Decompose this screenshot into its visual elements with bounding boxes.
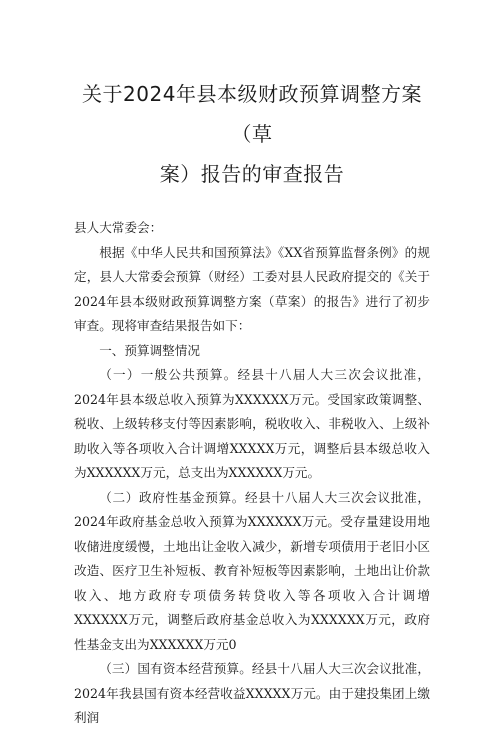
document-title-line-1: 关于2024年县本级财政预算调整方案（草	[82, 82, 422, 146]
document-title-line-2: 案）报告的审查报告	[159, 162, 345, 186]
paragraph-government-fund-budget: （二）政府性基金预算。经县十八届人大三次会议批准，2024年政府基金总收入预算为XXXXXX万元。受存量建设用地收储进度缓慢，土地出让金收入减少，新增专项债用于老旧小区改造、医疗卫生补短板、教育补短板等因素影响，土地出让价款收入、地方政府专项债务转贷收入等各项收入合计调增XXXXXX万元，调整后政府基金总收入为XXXXXX万元，政府性基金支出为XXXXXX万元0	[74, 489, 430, 652]
paragraph-general-public-budget: （一）一般公共预算。经县十八届人大三次会议批准，2024年县本级总收入预算为XXXXXX万元。受国家政策调整、税收、上级转移支付等因素影响，税收收入、非税收入、上级补助收入等各项收入合计调增XXXXX万元，调整后县本级总收入为XXXXXX万元，总支出为XXXXXX万元。	[74, 367, 430, 480]
section-heading-budget-adjustment: 一、预算调整情况	[99, 342, 200, 358]
paragraph-state-capital-budget: （三）国有资本经营预算。经县十八届人大三次会议批准，2024年我县国有资本经营收益XXXXX万元。由于建投集团上缴利润	[74, 661, 430, 725]
document-body	[74, 216, 430, 731]
intro-paragraph: 根据《中华人民共和国预算法》《XX省预算监督条例》的规定，县人大常委会预算（财经）工委对县人民政府提交的《关于2024年县本级财政预算调整方案（草案）的报告》进行了初步审查。现将审查结果报告如下：	[74, 244, 430, 333]
document-title	[74, 74, 430, 194]
greeting: 县人大常委会：	[74, 220, 163, 235]
